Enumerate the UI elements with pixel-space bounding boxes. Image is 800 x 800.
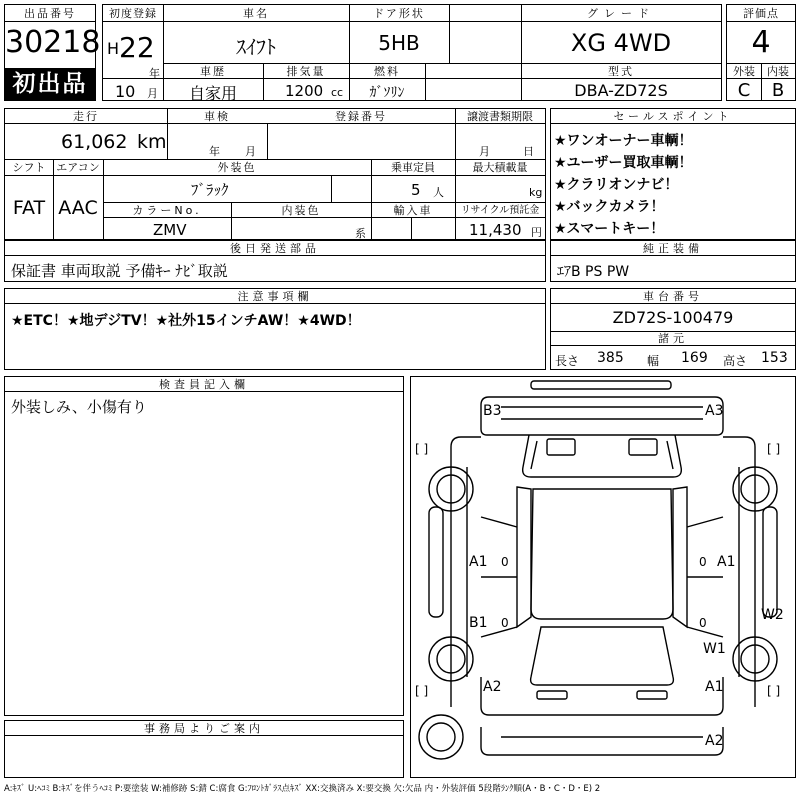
- displacement-unit: cc: [331, 86, 344, 99]
- car-diagram-box: [410, 376, 796, 778]
- transfer-deadline-label: 譲渡書類期限: [467, 110, 533, 123]
- shift-label: シフト: [12, 161, 46, 174]
- import-label: 輸入車: [393, 204, 433, 217]
- mark-w2: W2: [761, 607, 784, 623]
- model-label: 型式: [608, 65, 634, 78]
- vehicle-history: 自家用: [188, 84, 237, 103]
- capacity-label: 乗車定員: [391, 161, 435, 174]
- era: H: [107, 39, 120, 58]
- mark-b3: B3: [483, 403, 502, 419]
- sales-points-box: [550, 108, 796, 240]
- sales-points-title: セールスポイント: [613, 110, 733, 123]
- inspector-title: 検査員記入欄: [159, 378, 249, 391]
- later-parts-box: [4, 240, 546, 282]
- plate-label: 登録番号: [335, 110, 387, 123]
- door-label: ドア形状: [373, 7, 425, 20]
- recycle-deposit: 11,430: [469, 221, 522, 239]
- mileage: 61,062: [61, 131, 128, 153]
- aircon: AAC: [58, 197, 98, 219]
- mark-a1-right-front: A1: [717, 554, 736, 570]
- width: 169: [681, 350, 708, 366]
- transfer-month-unit: 月: [479, 145, 490, 158]
- grade-label: グレード: [587, 7, 655, 20]
- score-label: 評価点: [743, 7, 779, 20]
- equipment-text: ｴｱB PS PW: [557, 264, 630, 280]
- fuel-type: ｶﾞｿﾘﾝ: [369, 85, 405, 101]
- interior-color-label: 内装色: [281, 204, 321, 217]
- spec-title: 諸元: [658, 332, 688, 345]
- inspection-label: 車検: [204, 110, 230, 123]
- later-parts-title: 後日発送部品: [230, 242, 320, 255]
- car-diagram: [411, 377, 795, 777]
- sales-point-2: ★ユーザー買取車輌！: [554, 155, 693, 171]
- recycle-deposit-label: リサイクル預託金: [460, 205, 540, 216]
- inspection-month-unit: 月: [245, 145, 256, 158]
- score: 4: [751, 25, 771, 60]
- sales-point-3: ★クラリオンナビ！: [554, 177, 679, 193]
- notes-title: 注意事項欄: [237, 290, 313, 303]
- first-listing-badge: 初出品: [5, 68, 95, 100]
- zero-left-rear: 0: [501, 616, 509, 630]
- lot-number-box: [4, 4, 101, 101]
- door-type: 5HB: [378, 31, 420, 55]
- max-load-label: 最大積載量: [472, 161, 528, 174]
- aircon-label: エアコン: [56, 161, 100, 174]
- sales-point-5: ★スマートキー！: [554, 221, 665, 237]
- sales-point-4: ★バックカメラ！: [554, 199, 665, 215]
- inspector-box: [4, 376, 404, 716]
- car-name: ｽｲﾌﾄ: [236, 35, 276, 59]
- equipment-title: 純正装備: [643, 242, 703, 255]
- fuel-label: 燃料: [374, 65, 400, 78]
- legend-footer: A:ｷｽﾞ U:ﾍｺﾐ B:ｷｽﾞを伴うﾍｺﾐ P:要塗装 W:補修跡 S:錆 C:腐食 G:ﾌﾛﾝﾄｶﾞﾗｽ点ｷｽﾞ XX:交換済み X:要交換 欠:欠品 内・外装評価 5段階ﾗﾝｸ順(A・B・C・D・E) 2: [4, 784, 601, 794]
- month-unit: 月: [147, 87, 158, 100]
- lot-number-label: 出品番号: [24, 7, 76, 20]
- displacement-label: 排気量: [286, 65, 326, 78]
- chassis-box: [550, 288, 796, 370]
- recycle-unit: 円: [531, 226, 542, 239]
- interior-label: 内装: [767, 65, 789, 78]
- lot-number: 30218: [5, 25, 101, 60]
- equipment-box: [550, 240, 796, 282]
- bracket-right-top: [ ]: [767, 442, 781, 456]
- color-number: ZMV: [153, 221, 187, 239]
- mileage-label: 走行: [73, 110, 99, 123]
- capacity: 5: [411, 181, 421, 199]
- office-title: 事務局よりご案内: [144, 722, 264, 735]
- displacement: 1200: [285, 82, 324, 100]
- zero-right-rear: 0: [699, 616, 707, 630]
- inspector-text: 外装しみ、小傷有り: [11, 398, 147, 416]
- exterior-grade: C: [737, 80, 751, 101]
- chassis-title: 車台番号: [643, 290, 703, 303]
- bracket-left-bottom: [ ]: [415, 684, 429, 698]
- exterior-color: ﾌﾞﾗｯｸ: [191, 181, 229, 199]
- later-parts-text: 保証書 車両取説 予備ｷｰ ﾅﾋﾞ取説: [11, 262, 228, 280]
- height-label: 高さ: [723, 354, 748, 368]
- inspection-year-unit: 年: [209, 145, 220, 158]
- registration-month: 10: [115, 82, 136, 101]
- sales-point-1: ★ワンオーナー車輌！: [554, 133, 693, 149]
- details-box: [4, 108, 546, 240]
- notes-text: ★ETC！★地デジTV！★社外15インチAW！★4WD！: [11, 313, 361, 329]
- length-label: 長さ: [555, 354, 580, 368]
- model-code: DBA-ZD72S: [574, 81, 668, 100]
- transfer-day-unit: 日: [523, 145, 534, 158]
- interior-color-unit: 系: [355, 227, 366, 240]
- capacity-unit: 人: [433, 186, 444, 199]
- registration-year: 22: [119, 31, 155, 64]
- width-label: 幅: [647, 354, 660, 368]
- year-unit: 年: [149, 67, 160, 80]
- length: 385: [597, 350, 624, 366]
- color-number-label: カラーNo.: [132, 204, 202, 217]
- bracket-left-top: [ ]: [415, 442, 429, 456]
- exterior-label: 外装: [733, 65, 755, 78]
- bracket-right-bottom: [ ]: [767, 684, 781, 698]
- first-registration-label: 初度登録: [109, 7, 157, 20]
- shift: FAT: [12, 197, 46, 219]
- mark-w1: W1: [703, 641, 726, 657]
- mark-b1: B1: [469, 615, 488, 631]
- history-label: 車歴: [200, 65, 226, 78]
- mark-a3: A3: [705, 403, 724, 419]
- grade: XG 4WD: [570, 29, 672, 57]
- mileage-unit: km: [137, 131, 167, 153]
- zero-right-front: 0: [699, 555, 707, 569]
- office-box: [4, 720, 404, 778]
- mark-a1-left-front: A1: [469, 554, 488, 570]
- load-unit: kg: [529, 186, 543, 199]
- mark-a2-rear: A2: [483, 679, 502, 695]
- vehicle-header-box: [102, 4, 722, 101]
- exterior-color-label: 外装色: [217, 161, 257, 174]
- notes-box: [4, 288, 546, 370]
- car-name-label: 車名: [243, 7, 269, 20]
- mark-a1-rear: A1: [705, 679, 724, 695]
- chassis-number: ZD72S-100479: [612, 308, 734, 327]
- interior-grade: B: [771, 80, 785, 101]
- zero-left-front: 0: [501, 555, 509, 569]
- score-box: [726, 4, 796, 101]
- height: 153: [761, 350, 788, 366]
- mark-a2-bumper: A2: [705, 733, 724, 749]
